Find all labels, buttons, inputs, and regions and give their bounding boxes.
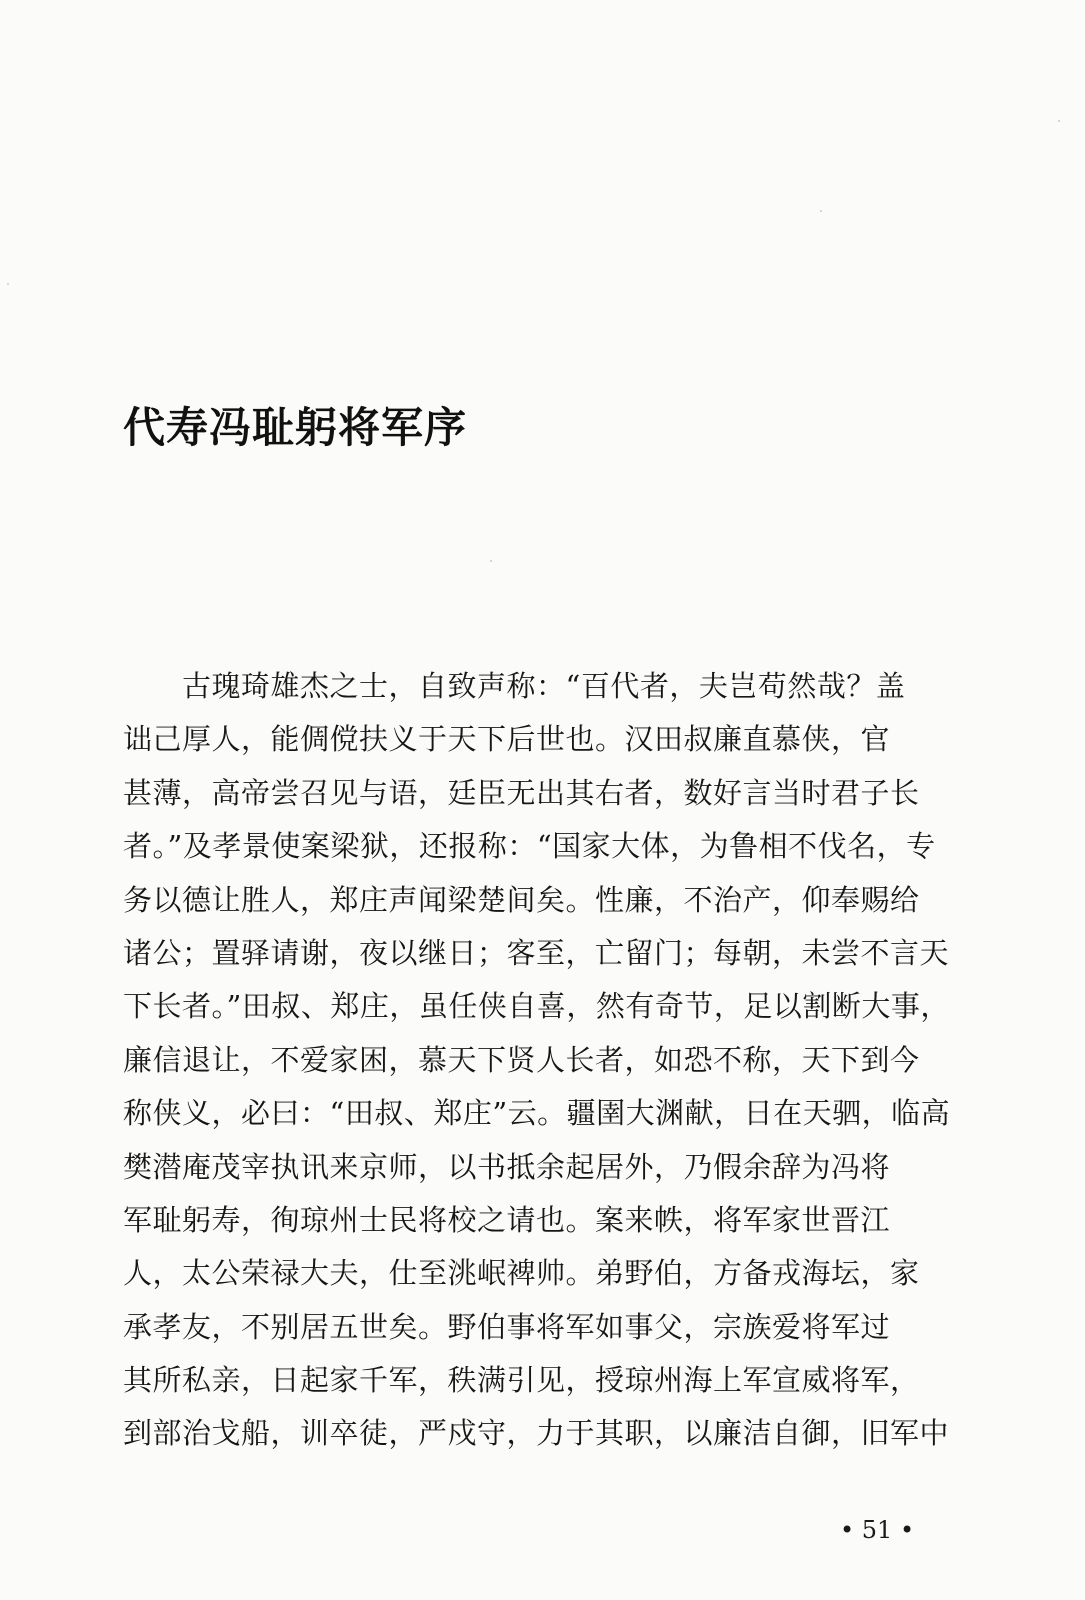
text-line: 军耻躬寿，徇琼州士民将校之请也。案来帙，将军家世晋江: [123, 1202, 891, 1237]
page-title: 代寿冯耻躬将军序: [123, 403, 468, 452]
text-line: 承孝友，不别居五世矣。野伯事将军如事父，宗族爱将军过: [123, 1309, 891, 1344]
text-line: 务以德让胜人，郑庄声闻梁楚间矣。性廉，不治产，仰奉赐给: [123, 882, 920, 917]
text-line: 甚薄，高帝尝召见与语，廷臣无出其右者，数好言当时君子长: [123, 775, 920, 810]
scan-speck: [820, 210, 822, 212]
text-line: 其所私亲，日起家千军，秩满引见，授琼州海上军宣威将军，: [123, 1363, 920, 1398]
scan-speck: [7, 283, 9, 285]
page-number: • 51 •: [840, 1516, 915, 1544]
text-line: 诎己厚人，能倜傥扶义于天下后世也。汉田叔廉直慕侠，官: [123, 722, 891, 757]
text-line: 者。”及孝景使案梁狱，还报称：“国家大体，为鲁相不伐名，专: [123, 829, 936, 864]
body-paragraph: [123, 660, 955, 1461]
text-line: 到部治戈船，训卒徒，严戍守，力于其职，以廉洁自御，旧军中: [123, 1416, 950, 1451]
text-line: 称侠义，必曰：“田叔、郑庄”云。疆圉大渊献，日在天驷，临高: [123, 1096, 951, 1131]
text-line: 古瑰琦雄杰之士，自致声称：“百代者，夫岂苟然哉？盖: [123, 669, 906, 703]
scan-speck: [490, 560, 492, 562]
text-line: 诸公；置驿请谢，夜以继日；客至，亡留门；每朝，未尝不言天: [123, 935, 950, 970]
text-line: 廉信退让，不爱家困，慕天下贤人长者，如恐不称，天下到今: [123, 1042, 920, 1077]
scan-speck: [1058, 120, 1060, 122]
text-line: 人，太公荣禄大夫，仕至洮岷裨帅。弟野伯，方备戎海坛，家: [123, 1256, 920, 1291]
text-line: 下长者。”田叔、郑庄，虽任侠自喜，然有奇节，足以割断大事，: [123, 989, 950, 1024]
text-line: 樊潜庵茂宰执讯来京师，以书抵余起居外，乃假余辞为冯将: [123, 1149, 891, 1184]
